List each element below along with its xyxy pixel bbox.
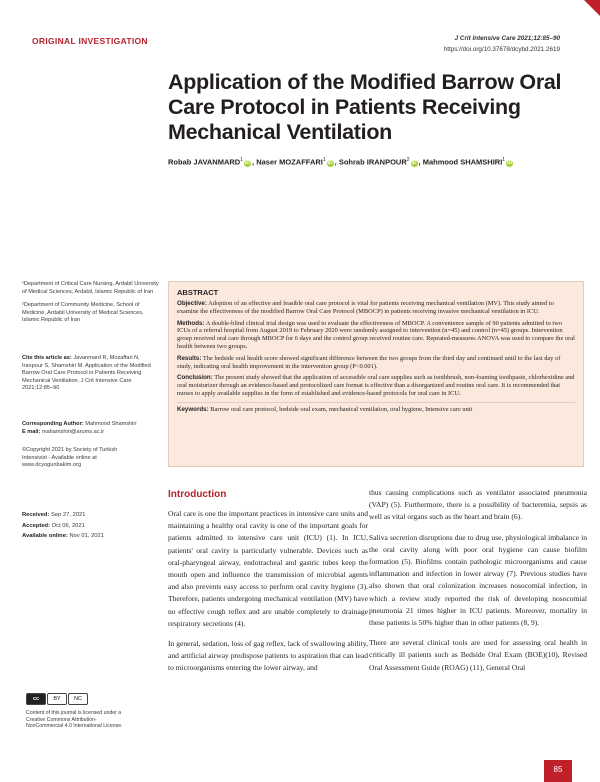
keywords-label: Keywords: (177, 405, 209, 413)
introduction-heading: Introduction (168, 489, 227, 500)
orcid-icon[interactable]: iD (245, 159, 251, 166)
body-column-left (168, 489, 368, 683)
orcid-icon[interactable]: iD (507, 159, 513, 166)
paragraph: Oral care is one the important practices in intensive care units and maintaining a healthy oral cavity is one of the important goals for patients admitted to intensive care unit (ICU) (1). In ICU, patients' oral cavity is particularly vulnerable. Devices such as oral-pharyngeal airway, endotracheal and gastric tubes keep the mouth open and influence the transmission of microbial agents and also prevents easy access to perform oral cavity hygiene (3). Therefore, patients undergoing mechanical ventilation (MV) have no effective cough reflex and are unable completely to drainage respiratory secretions (4). (168, 509, 368, 628)
abstract-keywords (177, 402, 575, 414)
paragraph: Saliva secretion disruptions due to drug use, physiological imbalance in the oral cavity along with poor oral hygiene can cause biofilm formation (5). Biofilms contain pathologic microorganisms and cause inflammation and infection in lower airway (7). Previous studies have also shown that oral colonization increases nosocomial infection, in which a review study reported the risk of developing nosocomial pneumonia 21 times higher in ICU patients. Moreover, mortality in these patients is 50% higher than in other patients (8, 9). (369, 532, 587, 628)
accepted-label: Accepted: (22, 522, 51, 529)
abstract-heading: ABSTRACT (177, 288, 219, 297)
results-label: Results: (177, 354, 202, 362)
abstract-methods (177, 320, 575, 351)
affiliation-1: ¹Department of Critical Care Nursing, Ardabil University of Medical Sciences, Ardabil, Islamic Republic of Iran (22, 281, 159, 295)
conclusion-label: Conclusion: (177, 374, 213, 382)
author-name: Sohrab IRANPOUR (338, 157, 407, 167)
affiliation-sup: 1 (322, 157, 326, 163)
author-name: Robab JAVANMARD (168, 157, 241, 167)
cc-icon: cc (26, 693, 46, 705)
paragraph: thus causing complications such as ventilator associated pneumonia (VAP) (5). Furthermore, there is a possibility of bacteremia, sepsis as well as vital organs such as the heart and brain (6). (369, 488, 587, 522)
affiliations (22, 281, 160, 325)
conclusion-text: The present study showed that the application of accessible oral care supplies such as toothbrush, non-foaming toothpaste, chlorhexidine and oral moisturizer through an evidence-based and protocolized care format is effective than a disorganized and routine oral care. It is recommended that nurses to apply available supplies in the form of established and evidence-based protocols for oral care in ICU. (177, 374, 575, 397)
dates-block (22, 510, 104, 542)
affiliation-sup: 1 (502, 157, 506, 163)
affiliation-sup: 2 (406, 157, 410, 163)
author-list: Robab JAVANMARD$^1$ iD , Naser MOZAFFARI$^1$ iD , Sohrab IRANPOUR$^2$ iD , Mahmood SHAMSHIRI$^1$ iD (168, 157, 513, 167)
author-name: Mahmood SHAMSHIRI (422, 157, 503, 167)
objective-text: Adoption of an effective and feasible oral care protocol is vital for patients receiving mechanical ventilation (MV). This study aimed to examine the effectiveness of the modified Barrow Oral Care Protocol (MBOCP) in patients receiving invasive mechanical ventilation in ICU. (177, 300, 554, 315)
paragraph: In general, sedation, loss of gag reflex, lack of swallowing ability, and artificial airway predispose patients to aspiration that can lead to microorganisms entering the lower airway, and (168, 639, 368, 673)
affiliation-2: ²Department of Community Medicine, School of Medicine, Ardabil University of Medical Sciences, Islamic Republic of Iran (22, 302, 144, 324)
page-number: 85 (544, 760, 572, 782)
online-label: Available online: (22, 533, 68, 539)
body-column-right (369, 487, 587, 682)
journal-citation: J Crit Intensive Care 2021;12:85–90 (454, 35, 560, 42)
email-link[interactable]: mahamshiri@arums.ac.ir (41, 428, 105, 435)
orcid-icon[interactable]: iD (327, 159, 333, 166)
online-date: Nov 01, 2021 (69, 533, 104, 539)
correspondence-block (22, 421, 160, 436)
license-text: Content of this journal is licensed under a Creative Commons Attribution-NonCommercial 4.0 International License. (26, 710, 123, 730)
cite-text: Javanmard R, Mozaffari N, Iranpour S, Shamshiri M. Application of the Modified Barrow Oral Care Protocol in Patients Receiving Mechanical Ventilation. J Crit Intensive Care 2021;12:85–90 (22, 355, 151, 392)
abstract-conclusion (177, 374, 575, 397)
objective-label: Objective: (177, 300, 207, 307)
accepted-date: Oct 06, 2021 (51, 522, 85, 529)
by-icon: BY (47, 693, 67, 705)
cite-label: Cite this article as: (22, 355, 72, 361)
abstract-objective (177, 300, 575, 316)
abstract-box (168, 281, 584, 467)
methods-label: Methods: (177, 319, 205, 327)
copyright: ©Copyright 2021 by Society of Turkish Intensivist - Available online at www.dcyogunbakim.org (22, 447, 118, 469)
doi-link[interactable]: https://doi.org/10.37678/dcybd.2021.2619 (443, 46, 560, 53)
cite-block (22, 355, 160, 393)
paragraph: There are several clinical tools are used for assessing oral health in critically ill patients such as Bedside Oral Exam (BOE)(10), Revised Oral Assessment Guide (ROAG) (11), General Oral (369, 638, 587, 672)
received-date: Sep 27, 2021 (51, 512, 86, 518)
journal-info (444, 33, 560, 55)
corresponding-label: Corresponding Author: (22, 421, 84, 427)
email-label: E mail: (22, 428, 41, 435)
results-text: The bedside oral health score showed significant difference between the two groups from the third day and continued until to the last day of study, indicating oral health improvement in the intervention group (P<0.001). (177, 354, 561, 370)
abstract-results (177, 355, 575, 371)
affiliation-sup: 1 (240, 157, 244, 163)
article-title: Application of the Modified Barrow Oral Care Protocol in Patients Receiving Mechanical Ventilation (168, 70, 562, 144)
author-name: Naser MOZAFFARI (256, 157, 323, 167)
keywords-text: Barrow oral care protocol, bedside oral exam, mechanical ventilation, oral hygiene, Intensive care unit (210, 405, 473, 413)
section-label: ORIGINAL INVESTIGATION (32, 36, 148, 46)
corner-accent (584, 0, 600, 16)
corresponding-author: Mahmood Shamshiri (85, 421, 137, 427)
methods-text: A double-blind clinical trial design was used to evaluate the effectiveness of MBOCP. A convenience sample of 90 patients admitted to two ICUs of a referral hospital from August 2019 to February 2020 were randomly assigned to intervention (n=45) and control (n=45) groups. Intervention group received oral care through MBOCP for 6 days and the control group received routine care. Repeated-measures ANOVA was used to compare the oral health between two groups. (177, 319, 575, 350)
received-label: Received: (22, 512, 50, 518)
cc-license-badge[interactable] (26, 693, 88, 705)
orcid-icon[interactable]: iD (411, 159, 417, 166)
nc-icon: NC (68, 693, 88, 705)
